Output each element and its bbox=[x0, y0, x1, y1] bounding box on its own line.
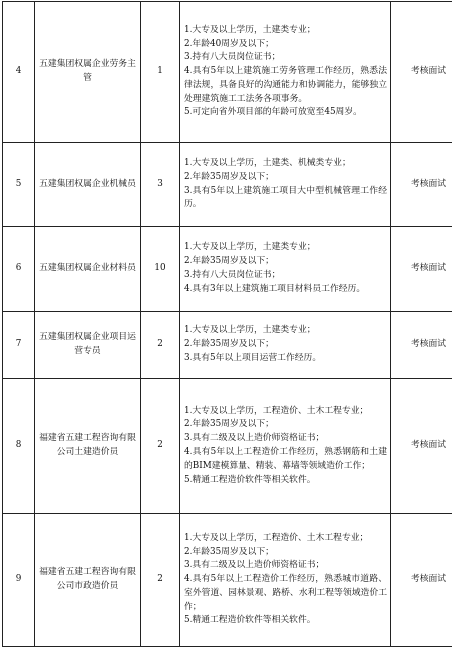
table-row bbox=[3, 514, 452, 647]
requirement-line: 1.大专及以上学历，土建类专业； bbox=[184, 24, 387, 38]
assessment-method: 考核面试 bbox=[391, 2, 452, 143]
requirement-line: 1.大专及以上学历，土建类、机械类专业； bbox=[184, 157, 387, 171]
position-name: 五建集团权属企业劳务主管 bbox=[35, 2, 141, 143]
requirement-line: 3.具有二级及以上造价师资格证书； bbox=[184, 559, 387, 573]
requirement-line: 3.具有5年以上建筑施工项目大中型机械管理工作经历。 bbox=[184, 185, 387, 213]
position-name: 福建省五建工程咨询有限公司土建造价员 bbox=[35, 379, 141, 514]
assessment-method: 考核面试 bbox=[391, 143, 452, 227]
requirement-line: 4.具有5年以上工程造价工作经历，熟悉城市道路、室外管道、园林景观、路桥、水利工程等领域造价工作； bbox=[184, 573, 387, 614]
requirement-line: 5.可定向省外项目部的年龄可放宽至45周岁。 bbox=[184, 106, 387, 120]
requirements bbox=[180, 379, 391, 514]
requirement-line: 1.大专及以上学历，土建类专业； bbox=[184, 324, 387, 338]
requirement-line: 5.精通工程造价软件等相关软件。 bbox=[184, 474, 387, 488]
requirement-line: 2.年龄35周岁及以下； bbox=[184, 546, 387, 560]
headcount: 1 bbox=[141, 2, 180, 143]
requirement-line: 2.年龄35周岁及以下； bbox=[184, 171, 387, 185]
table-row bbox=[3, 312, 452, 379]
requirement-line: 2.年龄35周岁及以下； bbox=[184, 338, 387, 352]
requirement-line: 4.具有5年以上工程造价工作经历，熟悉钢筋和土建的BIM建模算量、精装、幕墙等领域造价工作； bbox=[184, 446, 387, 474]
requirement-line: 1.大专及以上学历，土建类专业； bbox=[184, 241, 387, 255]
recruitment-table bbox=[2, 1, 452, 647]
requirement-line: 5.精通工程造价软件等相关软件。 bbox=[184, 614, 387, 628]
row-number: 9 bbox=[3, 514, 35, 647]
assessment-method: 考核面试 bbox=[391, 312, 452, 379]
requirement-line: 3.具有5年以上项目运营工作经历。 bbox=[184, 352, 387, 366]
headcount: 2 bbox=[141, 312, 180, 379]
position-name: 五建集团权属企业项目运营专员 bbox=[35, 312, 141, 379]
requirement-line: 3.持有八大员岗位证书； bbox=[184, 51, 387, 65]
requirement-line: 1.大专及以上学历，工程造价、土木工程专业； bbox=[184, 532, 387, 546]
requirements bbox=[180, 312, 391, 379]
headcount: 3 bbox=[141, 143, 180, 227]
table-row bbox=[3, 143, 452, 227]
requirements bbox=[180, 227, 391, 312]
row-number: 7 bbox=[3, 312, 35, 379]
table-row bbox=[3, 2, 452, 143]
assessment-method: 考核面试 bbox=[391, 379, 452, 514]
row-number: 6 bbox=[3, 227, 35, 312]
requirement-line: 4.具有5年以上建筑施工劳务管理工作经历，熟悉法律法规，具备良好的沟通能力和协调能力，能够独立处理建筑施工工法务各项事务。 bbox=[184, 65, 387, 106]
assessment-method: 考核面试 bbox=[391, 227, 452, 312]
requirement-line: 1.大专及以上学历，工程造价、土木工程专业； bbox=[184, 405, 387, 419]
row-number: 8 bbox=[3, 379, 35, 514]
table-row bbox=[3, 227, 452, 312]
position-name: 五建集团权属企业材料员 bbox=[35, 227, 141, 312]
requirements bbox=[180, 143, 391, 227]
position-name: 福建省五建工程咨询有限公司市政造价员 bbox=[35, 514, 141, 647]
assessment-method: 考核面试 bbox=[391, 514, 452, 647]
headcount: 2 bbox=[141, 514, 180, 647]
row-number: 5 bbox=[3, 143, 35, 227]
headcount: 10 bbox=[141, 227, 180, 312]
requirement-line: 3.具有二级及以上造价师资格证书； bbox=[184, 432, 387, 446]
table-row bbox=[3, 379, 452, 514]
requirement-line: 2.年龄35周岁及以下； bbox=[184, 418, 387, 432]
requirements bbox=[180, 514, 391, 647]
requirements bbox=[180, 2, 391, 143]
requirement-line: 2.年龄35周岁及以下； bbox=[184, 255, 387, 269]
row-number: 4 bbox=[3, 2, 35, 143]
requirement-line: 4.具有3年以上建筑施工项目材料员工作经历。 bbox=[184, 283, 387, 297]
requirement-line: 3.持有八大员岗位证书； bbox=[184, 269, 387, 283]
requirement-line: 2.年龄40周岁及以下； bbox=[184, 38, 387, 52]
headcount: 2 bbox=[141, 379, 180, 514]
position-name: 五建集团权属企业机械员 bbox=[35, 143, 141, 227]
